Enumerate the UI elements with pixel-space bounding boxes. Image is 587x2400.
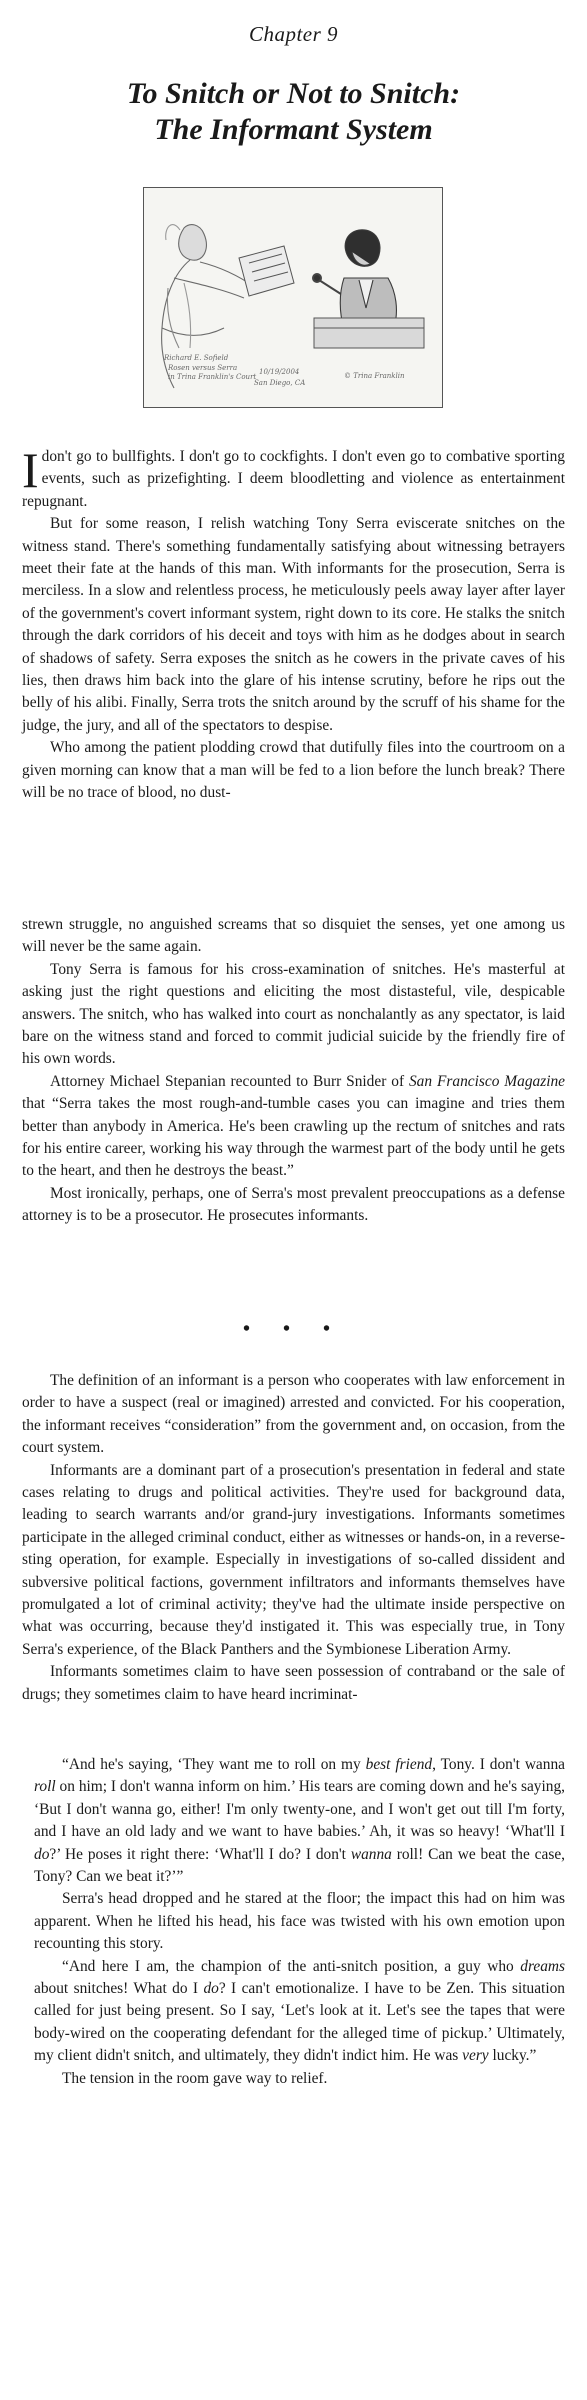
paragraph: “And here I am, the champion of the anti-snitch position, a guy who dreams about snitches! What do I do? I can't emotionalize. I have to be Zen. This situation called for just being present. So I say, ‘Let's look at it. Let's see the tapes that were body-wired on the cooperating defendant for the alleged time of pickup.’ Ultimately, my client didn't snitch, and ultimately, they didn't indict him. He was very lucky.” (34, 1957, 565, 2065)
paragraph: But for some reason, I relish watching Tony Serra eviscerate snitches on the witness stand. There's something fundamentally satisfying about witnessing betrayers meet their fate at the hands of this man. With informants for the prosecution, Serra is merciless. In a slow and relentless process, he meticulously peels away layer after layer of the government's covert informant system, right down to its core. He stalks the snitch through the dark corridors of his deceit and toys with him as he dodges about in search of shadows of safety. Serra exposes the snitch as he cowers in the private caves of his lies, then draws him back into the glare of his intense scrutiny, before he rips out the belly of his alibi. Finally, Serra trots the snitch around by the scruff of his shame for the judge, the jury, and all of the spectators to despise. (22, 515, 565, 734)
paragraph: Who among the patient plodding crowd that dutifully files into the courtroom on a given morning can know that a man will be fed to a lion before the lunch break? There will be no trace of blood, no dust- (22, 739, 565, 802)
chapter-title-line-2: The Informant System (154, 113, 433, 146)
caption-line-2: in Trina Franklin's Court (168, 373, 257, 381)
caption-line-1: Rosen versus Serra (168, 364, 238, 372)
chapter-label: Chapter 9 (248, 22, 339, 46)
artist-credit: © Trina Franklin (344, 372, 405, 380)
paragraph: The tension in the room gave way to relief. (62, 2069, 328, 2087)
witness-box (314, 318, 424, 348)
paragraph: Informants sometimes claim to have seen possession of contraband or the sale of drugs; they sometimes claim to have heard incriminat- (22, 1663, 565, 1703)
section-definition (22, 1370, 565, 1706)
caption-date: 10/19/2004 (259, 368, 300, 376)
signature: Richard E. Sofield (164, 354, 229, 362)
section-opening (22, 442, 565, 805)
paragraph: Idon't go to bullfights. I don't go to cockfights. I don't even go to combative sporting events, such as prizefighting. I deem bloodletting and violence as entertainment repugnant. (22, 442, 565, 510)
chapter-title (0, 76, 587, 148)
paragraph: Most ironically, perhaps, one of Serra's most prevalent preoccupations as a defense attorney is to be a prosecutor. He prosecutes informants. (22, 1184, 565, 1225)
paragraph: Tony Serra is famous for his cross-examination of snitches. He's masterful at asking just the right questions and eliciting the most distasteful, vile, despicable answers. The snitch, who has walked into court as nonchalantly as any spectator, is laid bare on the witness stand and forced to commit judicial suicide by the friendly fire of his own words. (22, 960, 565, 1068)
courtroom-sketch (143, 187, 443, 408)
paragraph: The definition of an informant is a person who cooperates with law enforcement in order to have a suspect (real or imagined) arrested and convicted. For his cooperation, the informant receives “consideration” from the government and, on occasion, from the court system. (22, 1372, 565, 1457)
caption-place: San Diego, CA (254, 379, 306, 387)
section-client-story (34, 1754, 565, 2090)
paragraph: Serra's head dropped and he stared at the floor; the impact this had on him was apparent. When he lifted his head, his face was twisted with his own emotion upon recounting this story. (34, 1890, 565, 1953)
chapter-title-line-1: To Snitch or Not to Snitch: (126, 77, 461, 110)
drop-cap: I (22, 442, 39, 498)
paragraph: strewn struggle, no anguished screams that so disquiet the senses, yet one among us will never be the same again. (22, 916, 565, 956)
section-separator: • • • (242, 1318, 344, 1340)
section-cross-examination (22, 914, 565, 1228)
paragraph: Attorney Michael Stepanian recounted to Burr Snider of San Francisco Magazine that “Serra takes the most rough-and-tumble cases you can imagine and tries them better than anybody in America. He's been crawling up the rectum of snitches and rats for his entire career, working his way through the warmest part of the body until he gets to the heart, and then he destroys the beast.” (22, 1072, 565, 1180)
paragraph: Informants are a dominant part of a prosecution's presentation in federal and state cases relating to drugs and political activities. They're used for background data, leading to search warrants and/or grand-jury investigations. Informants sometimes participate in the alleged criminal conduct, either as witnesses or hands-on, in a reverse-sting operation, for example. Especially in investigations of so-called dissident and subversive political factions, government infiltrators and informants themselves have promulgated a lot of criminal activity; they've had the ultimate inside perspective on what was occurring, because they'd instigated it. This was especially true, in Tony Serra's experience, of the Black Panthers and the Symbionese Liberation Army. (22, 1461, 565, 1658)
paragraph: “And he's saying, ‘They want me to roll on my best friend, Tony. I don't wanna roll on him; I don't wanna inform on him.’ His tears are coming down and he's saying, ‘But I don't wanna go, either! I'm only twenty-one, and I won't get out till I'm forty, and I have an old lady and we want to have babies.’ Ah, it was so heavy! ‘What'll I do?’ He poses it right there: ‘What'll I do? I don't wanna roll! Can we beat the case, Tony? Can we beat it?’” (34, 1756, 565, 1886)
